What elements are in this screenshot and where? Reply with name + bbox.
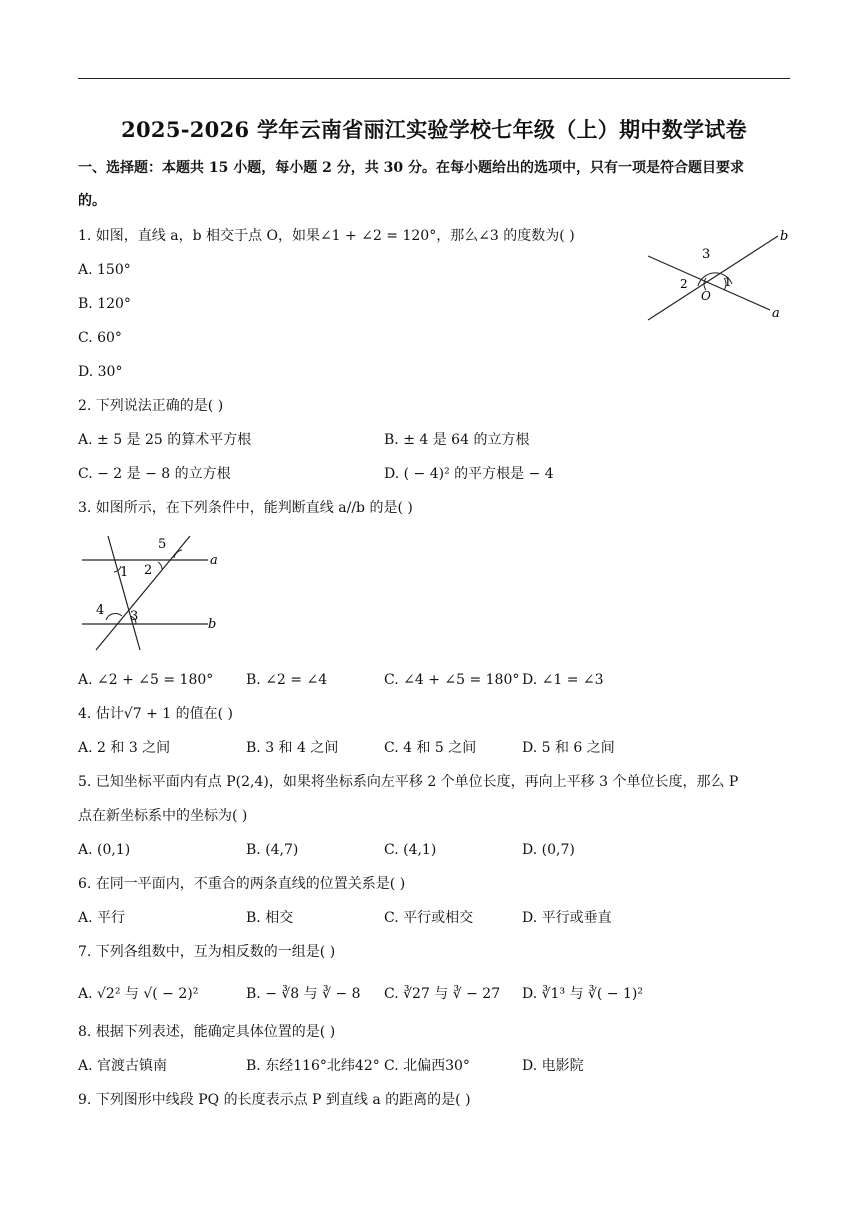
angle-2-arc xyxy=(158,562,162,569)
label-2: 2 xyxy=(144,563,153,578)
label-4: 4 xyxy=(96,603,105,618)
q7-option-c: C. ∛27 与 ∛ − 27 xyxy=(384,986,501,1002)
q3-option-a: A. ∠2 + ∠5 = 180° xyxy=(78,672,214,688)
question-5-stem-cont: 点在新坐标系中的坐标为( ) xyxy=(78,808,248,824)
q6-option-b: B. 相交 xyxy=(246,910,294,926)
q8-option-d: D. 电影院 xyxy=(522,1058,584,1074)
q2-option-d: D. ( − 4)² 的平方根是 − 4 xyxy=(384,466,554,482)
transversal-1 xyxy=(108,536,140,650)
q8-option-b: B. 东经116°北纬42° xyxy=(246,1058,380,1074)
q5-option-c: C. (4,1) xyxy=(384,842,437,858)
label-b: b xyxy=(780,229,789,244)
q3-option-d: D. ∠1 = ∠3 xyxy=(522,672,604,688)
q1-option-d: D. 30° xyxy=(78,364,123,380)
q7-option-d: D. ∛1³ 与 ∛( − 1)² xyxy=(522,986,643,1002)
q5-option-d: D. (0,7) xyxy=(522,842,575,858)
q2-option-a: A. ± 5 是 25 的算术平方根 xyxy=(78,432,252,448)
question-4-stem: 4. 估计√7 + 1 的值在( ) xyxy=(78,706,233,722)
angle-5-arc xyxy=(174,550,182,558)
angle-4-arc xyxy=(106,613,122,620)
question-6-stem: 6. 在同一平面内，不重合的两条直线的位置关系是( ) xyxy=(78,876,406,892)
question-1-stem: 1. 如图，直线 a，b 相交于点 O，如果∠1 + ∠2 = 120°，那么∠3 的度数为( ) xyxy=(78,228,575,244)
section-heading: 一、选择题：本题共 15 小题，每小题 2 分，共 30 分。在每小题给出的选项中，只有一项是符合题目要求 xyxy=(78,160,744,176)
question-5-stem: 5. 已知坐标平面内有点 P(2,4)，如果将坐标系向左平移 2 个单位长度，再向上平移 3 个单位长度，那么 P xyxy=(78,774,739,790)
q6-option-c: C. 平行或相交 xyxy=(384,910,474,926)
q8-option-a: A. 官渡古镇南 xyxy=(78,1058,168,1074)
q1-option-b: B. 120° xyxy=(78,296,131,312)
question-9-stem: 9. 下列图形中线段 PQ 的长度表示点 P 到直线 a 的距离的是( ) xyxy=(78,1092,471,1108)
q5-option-b: B. (4,7) xyxy=(246,842,299,858)
header-rule xyxy=(78,78,790,79)
label-2: 2 xyxy=(680,277,688,291)
question-3-stem: 3. 如图所示，在下列条件中，能判断直线 a//b 的是( ) xyxy=(78,500,413,516)
q3-figure xyxy=(78,532,228,654)
q1-figure xyxy=(640,222,790,326)
label-3: 3 xyxy=(130,609,139,624)
label-a: a xyxy=(210,553,218,568)
label-1: 1 xyxy=(120,565,129,580)
label-a: a xyxy=(772,306,780,321)
q4-option-a: A. 2 和 3 之间 xyxy=(78,740,171,756)
label-5: 5 xyxy=(158,537,167,552)
question-7-stem: 7. 下列各组数中，互为相反数的一组是( ) xyxy=(78,944,336,960)
q7-option-a: A. √2² 与 √( − 2)² xyxy=(78,986,199,1002)
q2-option-c: C. − 2 是 − 8 的立方根 xyxy=(78,466,231,482)
label-1: 1 xyxy=(724,275,732,289)
q4-option-d: D. 5 和 6 之间 xyxy=(522,740,615,756)
q5-option-a: A. (0,1) xyxy=(78,842,131,858)
q8-option-c: C. 北偏西30° xyxy=(384,1058,470,1074)
q6-option-d: D. 平行或垂直 xyxy=(522,910,612,926)
page-title: 2025-2026 学年云南省丽江实验学校七年级（上）期中数学试卷 xyxy=(121,117,747,142)
label-b: b xyxy=(208,617,217,632)
q1-option-a: A. 150° xyxy=(78,262,131,278)
q4-option-c: C. 4 和 5 之间 xyxy=(384,740,477,756)
line-b xyxy=(648,236,778,320)
q4-option-b: B. 3 和 4 之间 xyxy=(246,740,339,756)
q7-option-b: B. − ∛8 与 ∛ − 8 xyxy=(246,986,361,1002)
q1-option-c: C. 60° xyxy=(78,330,122,346)
label-o: O xyxy=(701,289,711,303)
question-8-stem: 8. 根据下列表述，能确定具体位置的是( ) xyxy=(78,1024,336,1040)
q2-option-b: B. ± 4 是 64 的立方根 xyxy=(384,432,530,448)
question-2-stem: 2. 下列说法正确的是( ) xyxy=(78,398,224,414)
q3-option-b: B. ∠2 = ∠4 xyxy=(246,672,328,688)
label-3: 3 xyxy=(702,247,711,262)
section-heading-cont: 的。 xyxy=(78,193,106,209)
q3-option-c: C. ∠4 + ∠5 = 180° xyxy=(384,672,520,688)
q6-option-a: A. 平行 xyxy=(78,910,126,926)
